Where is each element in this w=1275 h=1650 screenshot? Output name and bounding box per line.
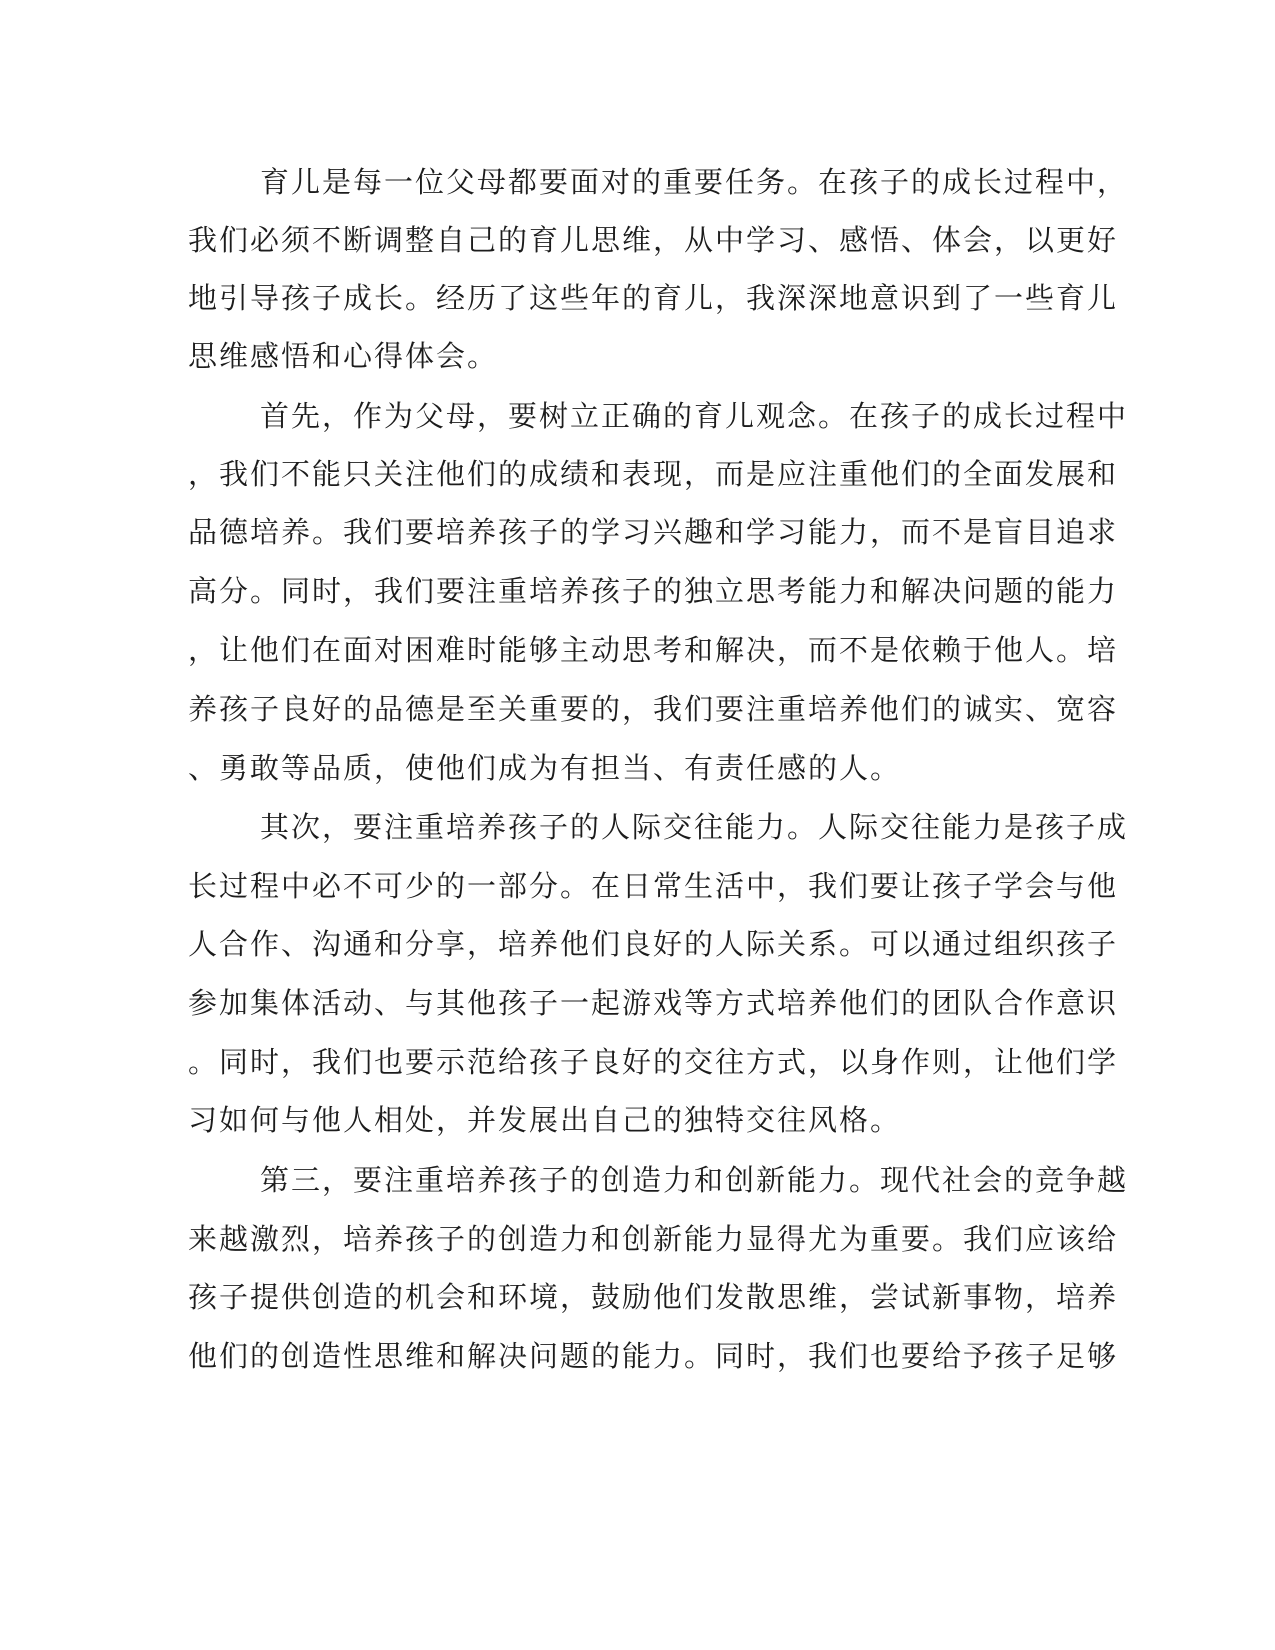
paragraph-1-line-4: 思维感悟和心得体会。 bbox=[188, 339, 499, 373]
paragraph-2-line-5: ，让他们在面对困难时能够主动思考和解决，而不是依赖于他人。培 bbox=[188, 633, 1119, 667]
paragraph-3-line-2: 长过程中必不可少的一部分。在日常生活中，我们要让孩子学会与他 bbox=[188, 869, 1119, 903]
paragraph-2-line-2: ，我们不能只关注他们的成绩和表现，而是应注重他们的全面发展和 bbox=[188, 457, 1119, 491]
paragraph-1-line-1: 育儿是每一位父母都要面对的重要任务。在孩子的成长过程中， bbox=[260, 165, 1129, 199]
paragraph-1-line-2: 我们必须不断调整自己的育儿思维，从中学习、感悟、体会，以更好 bbox=[188, 223, 1119, 257]
paragraph-4-line-2: 来越激烈，培养孩子的创造力和创新能力显得尤为重要。我们应该给 bbox=[188, 1222, 1119, 1256]
paragraph-2-line-7: 、勇敢等品质，使他们成为有担当、有责任感的人。 bbox=[188, 751, 902, 785]
paragraph-4-line-3: 孩子提供创造的机会和环境，鼓励他们发散思维，尝试新事物，培养 bbox=[188, 1280, 1119, 1314]
paragraph-4-line-1: 第三，要注重培养孩子的创造力和创新能力。现代社会的竞争越 bbox=[260, 1163, 1129, 1197]
paragraph-1-line-3: 地引导孩子成长。经历了这些年的育儿，我深深地意识到了一些育儿 bbox=[188, 281, 1119, 315]
paragraph-3-line-3: 人合作、沟通和分享，培养他们良好的人际关系。可以通过组织孩子 bbox=[188, 927, 1119, 961]
paragraph-2-line-4: 高分。同时，我们要注重培养孩子的独立思考能力和解决问题的能力 bbox=[188, 574, 1119, 608]
paragraph-3-line-5: 。同时，我们也要示范给孩子良好的交往方式，以身作则，让他们学 bbox=[188, 1045, 1119, 1079]
paragraph-4-line-4: 他们的创造性思维和解决问题的能力。同时，我们也要给予孩子足够 bbox=[188, 1339, 1119, 1373]
paragraph-3-line-1: 其次，要注重培养孩子的人际交往能力。人际交往能力是孩子成 bbox=[260, 810, 1129, 844]
paragraph-3-line-4: 参加集体活动、与其他孩子一起游戏等方式培养他们的团队合作意识 bbox=[188, 986, 1119, 1020]
paragraph-2-line-1: 首先，作为父母，要树立正确的育儿观念。在孩子的成长过程中 bbox=[260, 399, 1129, 433]
paragraph-2-line-3: 品德培养。我们要培养孩子的学习兴趣和学习能力，而不是盲目追求 bbox=[188, 515, 1119, 549]
paragraph-2-line-6: 养孩子良好的品德是至关重要的，我们要注重培养他们的诚实、宽容 bbox=[188, 692, 1119, 726]
paragraph-3-line-6: 习如何与他人相处，并发展出自己的独特交往风格。 bbox=[188, 1103, 902, 1137]
